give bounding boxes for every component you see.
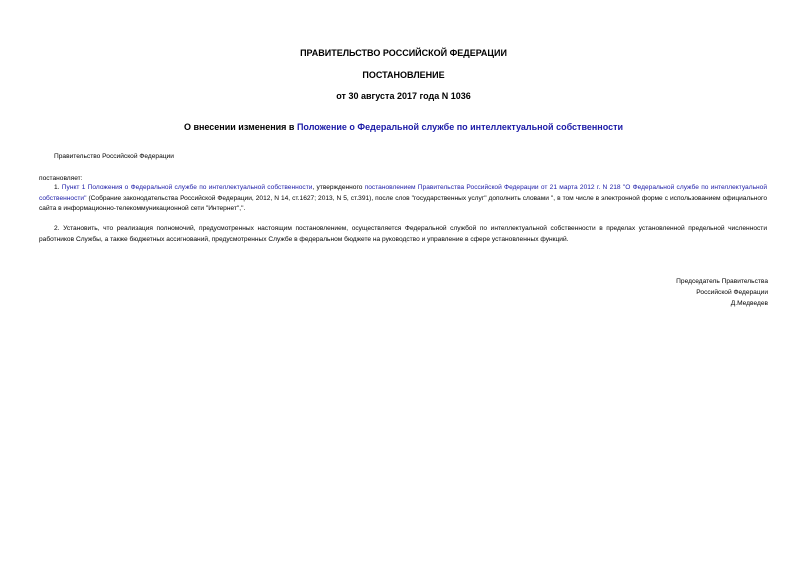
signature-name: Д.Медведев: [730, 300, 768, 307]
p1-mid-text: , утвержденного: [312, 184, 365, 191]
date-number-heading: от 30 августа 2017 года N 1036: [336, 91, 471, 101]
signature-country: Российской Федерации: [696, 289, 768, 296]
signature-position: Председатель Правительства: [676, 278, 768, 285]
p1-rest-text: (Собрание законодательства Российской Федерации, 2012, N 14, ст.1627; 2013, N 5, ст.391), после слов "государственных услуг" дополнить словами ", в том числе в электронной форме с использованием официального сайта в информационно-телекоммуникационной сети "Интернет",".: [39, 194, 767, 213]
document-type-heading: ПОСТАНОВЛЕНИЕ: [362, 70, 445, 80]
government-line: Правительство Российской Федерации: [54, 153, 174, 160]
decree-word: постановляет:: [39, 175, 83, 182]
government-heading: ПРАВИТЕЛЬСТВО РОССИЙСКОЙ ФЕДЕРАЦИИ: [300, 48, 507, 58]
paragraph-1: [39, 183, 767, 215]
p1-number: 1.: [54, 184, 62, 191]
document-title: [0, 122, 807, 132]
p1-link-resolution[interactable]: постановлением Правительства Российской Федерации от 21 марта 2012 г. N 218 "О Федеральной службе по интеллектуальной собственности": [39, 184, 768, 202]
paragraph-2: 2. Установить, что реализация полномочий, предусмотренных настоящим постановлением, осуществляется Федеральной службой по интеллектуальной собственности в пределах установленной предельной численности работников Службы, а также бюджетных ассигнований, предусмотренных Службе в федеральном бюджете на руководство и управление в сфере установленных функций.: [39, 225, 767, 243]
title-link[interactable]: Положение о Федеральной службе по интеллектуальной собственности: [296, 122, 624, 132]
p1-link-clause[interactable]: Пункт 1 Положения о Федеральной службе по интеллектуальной собственности: [61, 184, 313, 191]
title-prefix: О внесении изменения в: [183, 122, 297, 132]
